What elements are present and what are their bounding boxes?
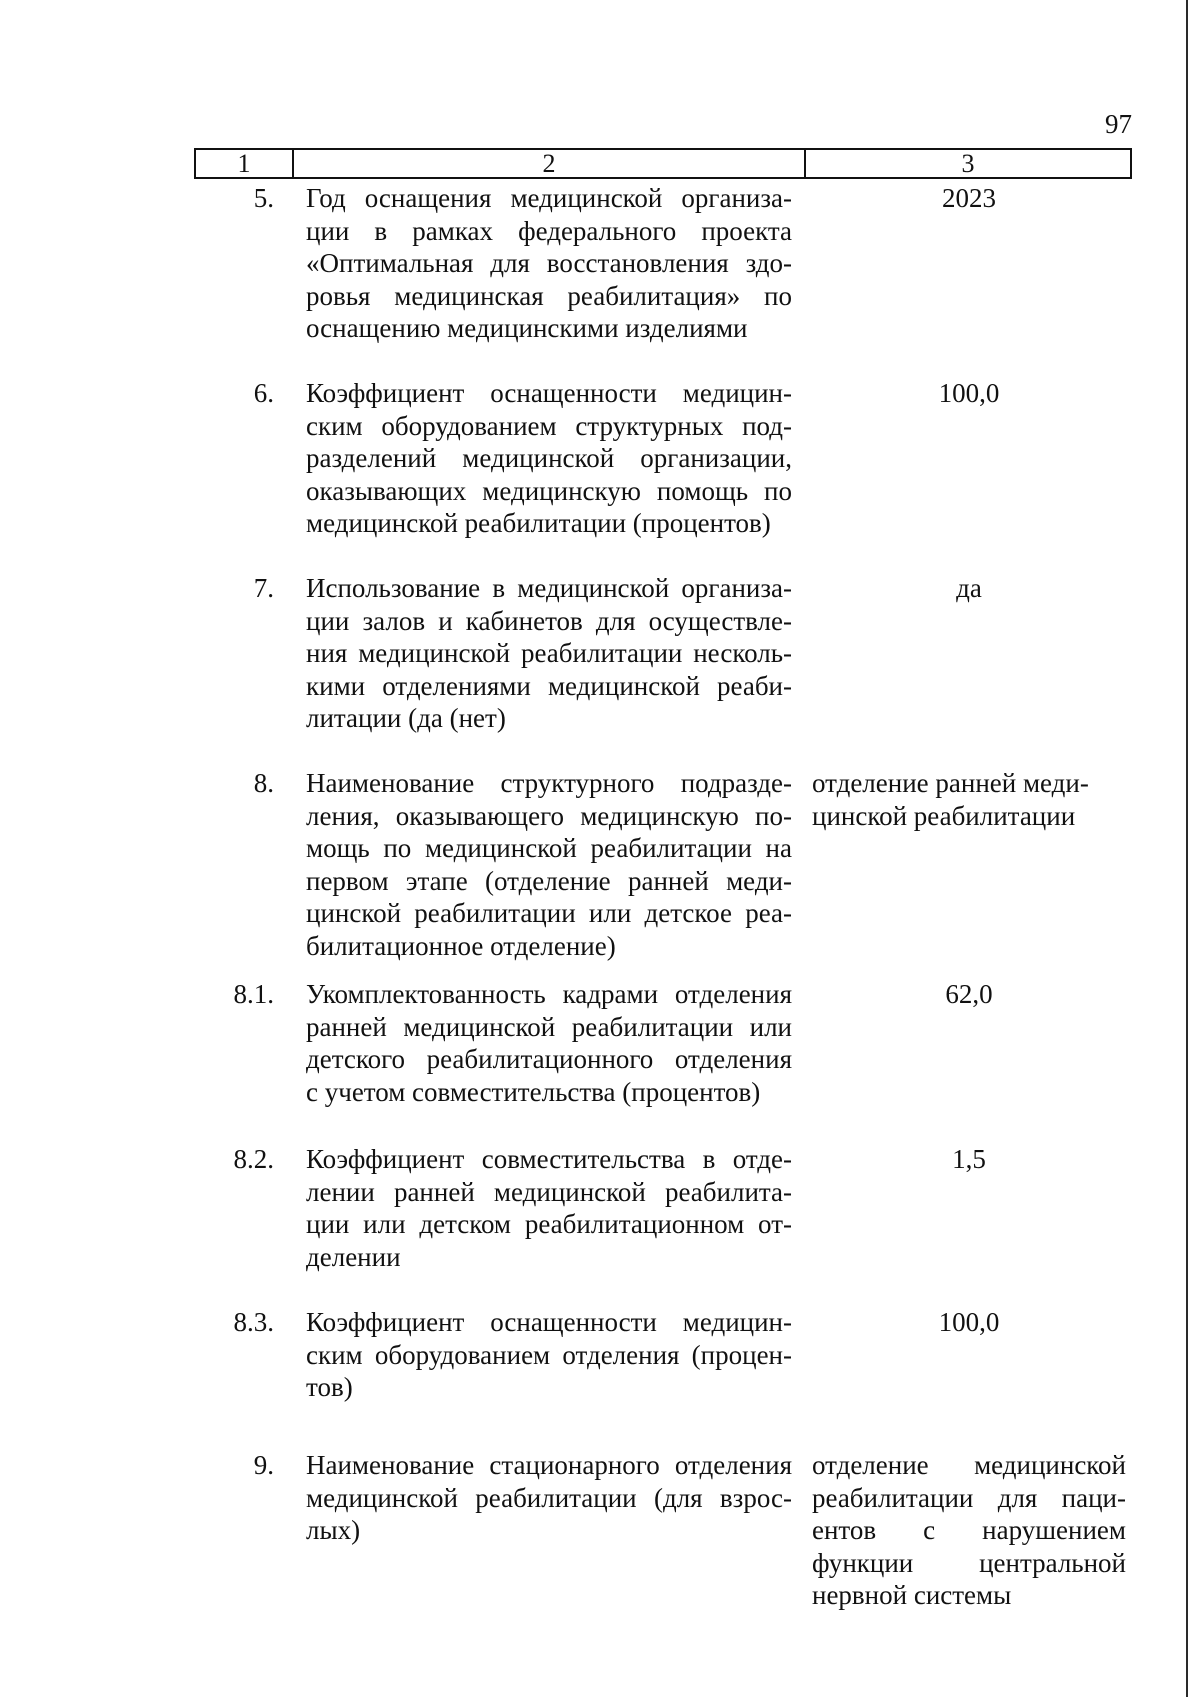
- row-description: [306, 182, 792, 345]
- description-line: билитационное отделение): [306, 930, 616, 961]
- description-line: медицинской реабилитации (процентов): [306, 508, 771, 539]
- column-header-1: 1: [196, 150, 294, 177]
- description-line: Использование в медицинской организа-: [306, 573, 792, 603]
- value-line: отделение ранней меди-: [812, 768, 1089, 798]
- description-line: цинской реабилитации или детское реа-: [306, 898, 792, 929]
- value-line: нервной системы: [812, 1580, 1012, 1611]
- description-line: тов): [306, 1372, 353, 1403]
- value-line: 100,0: [938, 378, 1000, 408]
- row-value: [812, 377, 1126, 410]
- row-description: [306, 1306, 792, 1404]
- page-number: 97: [1105, 109, 1132, 139]
- value-line: цинской реабилитации: [812, 800, 1076, 831]
- value-line: функции центральной: [812, 1547, 1126, 1578]
- row-description: [306, 572, 792, 735]
- description-line: Коэффициент оснащенности медицин-: [306, 378, 792, 408]
- row-value: [812, 182, 1126, 215]
- row-description: [306, 978, 792, 1108]
- description-line: мощь по медицинской реабилитации на: [306, 833, 792, 864]
- description-line: Год оснащения медицинской организа-: [306, 183, 792, 213]
- description-line: ским оборудованием отделения (процен-: [306, 1339, 792, 1370]
- description-line: Наименование структурного подразде-: [306, 768, 792, 798]
- row-value: [812, 572, 1126, 605]
- description-line: ции в рамках федерального проекта: [306, 215, 792, 246]
- row-description: [306, 377, 792, 540]
- description-line: оснащению медицинскими изделиями: [306, 313, 748, 344]
- row-value: [812, 1306, 1126, 1339]
- description-line: медицинской реабилитации (для взрос-: [306, 1482, 792, 1513]
- description-line: ранней медицинской реабилитации или: [306, 1011, 792, 1042]
- value-line: 62,0: [945, 979, 993, 1009]
- description-line: Укомплектованность кадрами отделения: [306, 979, 792, 1009]
- value-line: отделение медицинской: [812, 1450, 1126, 1480]
- row-description: [306, 1449, 792, 1547]
- description-line: Наименование стационарного отделения: [306, 1450, 792, 1480]
- row-number: 8.: [253, 768, 274, 798]
- description-line: литации (да (нет): [306, 703, 506, 734]
- description-line: лых): [306, 1515, 361, 1546]
- description-line: кими отделениями медицинской реаби-: [306, 670, 792, 701]
- column-header-3: 3: [961, 149, 975, 178]
- description-line: разделений медицинской организации,: [306, 443, 792, 474]
- row-value: [812, 978, 1126, 1011]
- row-value: [812, 1449, 1126, 1612]
- description-line: оказывающих медицинскую помощь по: [306, 475, 792, 506]
- value-line: 2023: [942, 183, 996, 213]
- page-edge-line: [1186, 0, 1188, 1697]
- row-description: [306, 767, 792, 963]
- value-line: ентов с нарушением: [812, 1515, 1126, 1546]
- description-line: ции залов и кабинетов для осуществле-: [306, 605, 792, 636]
- description-line: «Оптимальная для восстановления здо-: [306, 248, 792, 279]
- description-line: делении: [306, 1241, 401, 1272]
- column-header-2: 2: [294, 150, 806, 177]
- description-line: ским оборудованием структурных под-: [306, 410, 792, 441]
- row-description: [306, 1143, 792, 1273]
- description-line: первом этапе (отделение ранней меди-: [306, 865, 792, 896]
- description-line: с учетом совместительства (процентов): [306, 1076, 761, 1107]
- description-line: Коэффициент оснащенности медицин-: [306, 1307, 792, 1337]
- table-header-row: [194, 148, 1132, 179]
- description-line: лении ранней медицинской реабилита-: [306, 1176, 792, 1207]
- row-value: [812, 1143, 1126, 1176]
- row-number: 8.2.: [233, 1144, 274, 1174]
- value-line: 1,5: [952, 1144, 986, 1174]
- description-line: ции или детском реабилитационном от-: [306, 1209, 792, 1240]
- description-line: ровья медицинская реабилитация» по: [306, 280, 792, 311]
- row-value: [812, 767, 1126, 832]
- row-number: 8.3.: [233, 1307, 274, 1337]
- description-line: Коэффициент совместительства в отде-: [306, 1144, 792, 1174]
- row-number: 6.: [253, 378, 274, 408]
- value-line: реабилитации для паци-: [812, 1482, 1126, 1513]
- row-number: 5.: [253, 183, 274, 213]
- row-number: 9.: [253, 1450, 274, 1480]
- row-number: 8.1.: [233, 979, 274, 1009]
- description-line: ления, оказывающего медицинскую по-: [306, 800, 792, 831]
- value-line: да: [956, 573, 982, 603]
- description-line: детского реабилитационного отделения: [306, 1044, 792, 1075]
- description-line: ния медицинской реабилитации несколь-: [306, 638, 792, 669]
- value-line: 100,0: [938, 1307, 1000, 1337]
- row-number: 7.: [253, 573, 274, 603]
